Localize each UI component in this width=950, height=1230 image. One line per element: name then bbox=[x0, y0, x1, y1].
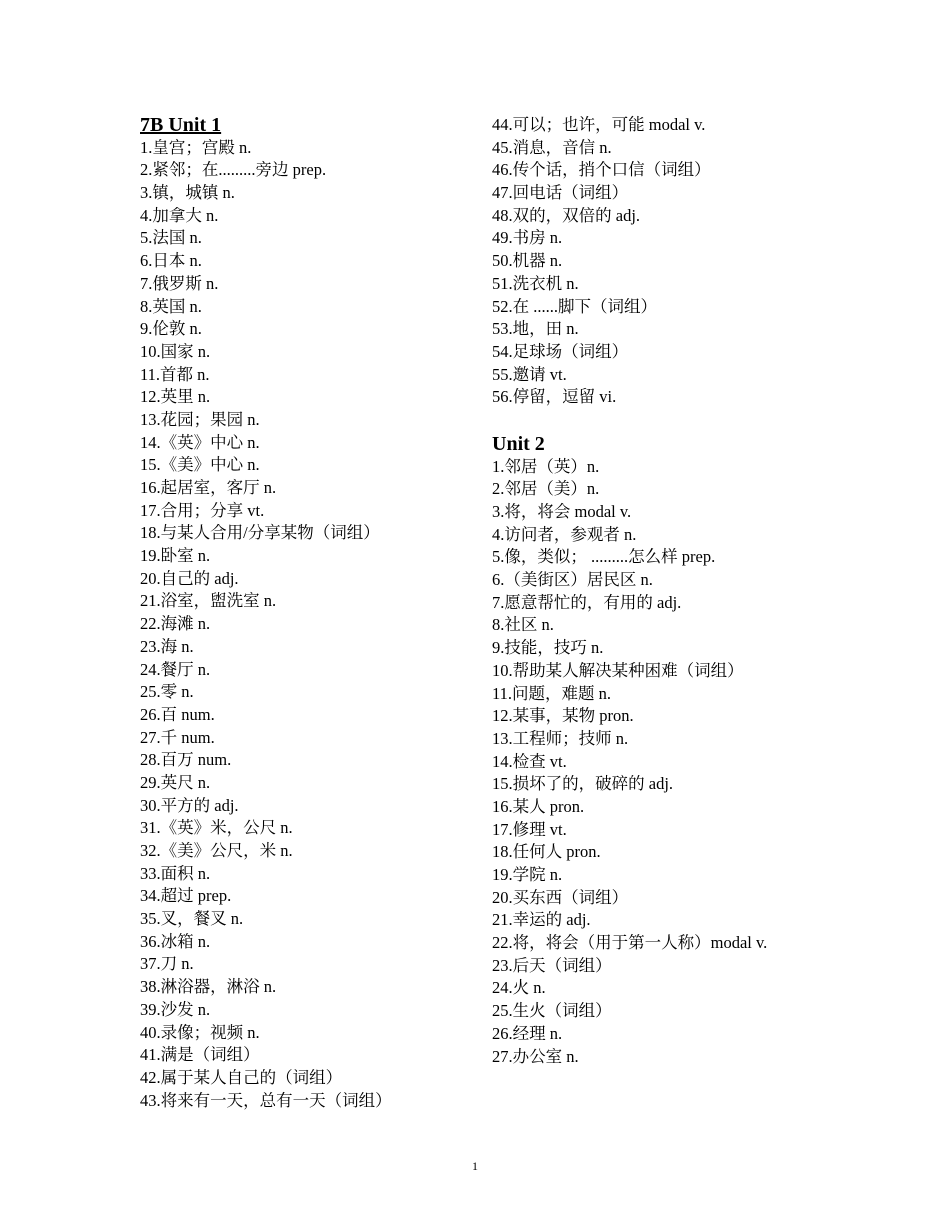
unit2-vocab-list bbox=[492, 456, 832, 1069]
vocab-entry: 50.机器 n. bbox=[492, 251, 563, 271]
vocab-entry: 8.社区 n. bbox=[492, 615, 554, 635]
vocab-entry: 13.工程师；技师 n. bbox=[492, 728, 629, 748]
vocab-entry: 25.零 n. bbox=[140, 682, 194, 702]
unit1-vocab-list-continued bbox=[492, 114, 832, 409]
vocab-entry: 11.问题，难题 n. bbox=[492, 683, 612, 703]
vocab-entry: 52.在 ......脚下（词组） bbox=[492, 296, 657, 316]
vocab-entry: 5.法国 n. bbox=[140, 228, 202, 248]
vocab-entry: 1.邻居（英）n. bbox=[492, 456, 600, 476]
vocab-entry: 35.叉，餐叉 n. bbox=[140, 909, 244, 929]
vocab-entry: 12.英里 n. bbox=[140, 387, 211, 407]
vocab-entry: 23.后天（词组） bbox=[492, 955, 612, 975]
vocab-entry: 21.浴室，盥洗室 n. bbox=[140, 591, 277, 611]
vocab-entry: 14.《英》中心 n. bbox=[140, 432, 260, 452]
unit1-heading: 7B Unit 1 bbox=[140, 114, 222, 136]
vocab-entry: 9.伦敦 n. bbox=[140, 319, 202, 339]
vocab-entry: 19.学院 n. bbox=[492, 865, 563, 884]
vocab-entry: 19.卧室 n. bbox=[140, 546, 211, 566]
vocab-entry: 49.书房 n. bbox=[492, 228, 563, 248]
vocab-entry: 1.皇宫；宫殿 n. bbox=[140, 137, 252, 157]
vocab-entry: 2.邻居（美）n. bbox=[492, 479, 600, 499]
vocab-entry: 47.回电话（词组） bbox=[492, 183, 629, 203]
vocab-entry: 3.镇，城镇 n. bbox=[140, 183, 235, 203]
vocab-entry: 20.买东西（词组） bbox=[492, 887, 629, 907]
vocab-entry: 48.双的，双倍的 adj. bbox=[492, 205, 641, 225]
vocab-entry: 40.录像；视频 n. bbox=[140, 1022, 260, 1042]
vocab-entry: 7.愿意帮忙的，有用的 adj. bbox=[492, 592, 682, 612]
unit2-heading: Unit 2 bbox=[492, 432, 545, 455]
vocab-entry: 51.洗衣机 n. bbox=[492, 273, 579, 293]
vocab-entry: 54.足球场（词组） bbox=[492, 341, 629, 361]
vocab-entry: 4.访问者，参观者 n. bbox=[492, 524, 637, 544]
vocab-entry: 16.某人 pron. bbox=[492, 796, 585, 816]
vocab-entry: 43.将来有一天，总有一天（词组） bbox=[140, 1090, 392, 1110]
vocab-entry: 46.传个话，捎个口信（词组） bbox=[492, 160, 711, 180]
unit1-vocab-list bbox=[140, 137, 480, 1113]
vocab-entry: 44.可以；也许，可能 modal v. bbox=[492, 115, 706, 134]
vocab-entry: 6.（美街区）居民区 n. bbox=[492, 570, 653, 590]
page-number: 1 bbox=[472, 1159, 478, 1173]
vocab-entry: 22.将，将会（用于第一人称）modal v. bbox=[492, 933, 768, 953]
vocab-entry: 27.千 num. bbox=[140, 727, 215, 747]
vocab-entry: 2.紧邻；在.........旁边 prep. bbox=[140, 160, 327, 180]
vocab-entry: 14.检查 vt. bbox=[492, 751, 567, 771]
vocab-entry: 10.国家 n. bbox=[140, 341, 211, 361]
vocab-entry: 18.任何人 pron. bbox=[492, 842, 601, 862]
vocab-entry: 18.与某人合用/分享某物（词组） bbox=[140, 523, 380, 543]
vocab-entry: 27.办公室 n. bbox=[492, 1046, 579, 1066]
vocab-entry: 23.海 n. bbox=[140, 636, 194, 656]
vocab-entry: 24.火 n. bbox=[492, 978, 546, 998]
vocab-entry: 55.邀请 vt. bbox=[492, 364, 567, 384]
vocab-entry: 10.帮助某人解决某种困难（词组） bbox=[492, 660, 744, 680]
vocab-entry: 9.技能，技巧 n. bbox=[492, 638, 604, 658]
vocab-entry: 16.起居室，客厅 n. bbox=[140, 478, 277, 497]
vocab-entry: 26.经理 n. bbox=[492, 1023, 563, 1043]
vocab-entry: 39.沙发 n. bbox=[140, 999, 211, 1019]
vocab-entry: 12.某事，某物 pron. bbox=[492, 706, 634, 726]
vocab-entry: 38.淋浴器，淋浴 n. bbox=[140, 977, 277, 997]
vocab-entry: 31.《英》米，公尺 n. bbox=[140, 818, 293, 838]
vocab-entry: 25.生火（词组） bbox=[492, 1001, 612, 1021]
vocab-entry: 56.停留，逗留 vi. bbox=[492, 387, 617, 407]
vocab-entry: 32.《美》公尺，米 n. bbox=[140, 841, 293, 860]
vocab-entry: 24.餐厅 n. bbox=[140, 659, 211, 679]
vocab-entry: 17.修理 vt. bbox=[492, 819, 567, 839]
vocab-entry: 34.超过 prep. bbox=[140, 886, 232, 906]
vocab-entry: 3.将，将会 modal v. bbox=[492, 502, 632, 521]
vocab-entry: 41.满是（词组） bbox=[140, 1045, 260, 1065]
vocab-entry: 17.合用；分享 vt. bbox=[140, 500, 265, 520]
vocab-entry: 42.属于某人自己的（词组） bbox=[140, 1067, 343, 1087]
vocab-entry: 36.冰箱 n. bbox=[140, 931, 211, 951]
right-column bbox=[492, 114, 832, 1068]
vocab-entry: 8.英国 n. bbox=[140, 296, 202, 316]
vocab-entry: 13.花园；果园 n. bbox=[140, 409, 260, 429]
vocab-entry: 37.刀 n. bbox=[140, 954, 194, 974]
vocab-entry: 11.首都 n. bbox=[140, 364, 210, 384]
vocab-entry: 22.海滩 n. bbox=[140, 614, 211, 634]
vocab-entry: 45.消息，音信 n. bbox=[492, 137, 612, 157]
vocab-entry: 4.加拿大 n. bbox=[140, 205, 219, 225]
vocab-entry: 28.百万 num. bbox=[140, 750, 232, 770]
vocab-entry: 20.自己的 adj. bbox=[140, 568, 239, 588]
vocab-entry: 26.百 num. bbox=[140, 704, 215, 724]
vocab-entry: 6.日本 n. bbox=[140, 251, 202, 271]
vocab-entry: 33.面积 n. bbox=[140, 863, 211, 883]
left-column bbox=[140, 114, 480, 1112]
vocab-entry: 15.损坏了的，破碎的 adj. bbox=[492, 774, 674, 794]
vocab-entry: 30.平方的 adj. bbox=[140, 795, 239, 815]
vocab-entry: 15.《美》中心 n. bbox=[140, 455, 260, 475]
vocab-entry: 5.像，类似； .........怎么样 prep. bbox=[492, 547, 716, 567]
vocab-entry: 53.地，田 n. bbox=[492, 319, 579, 339]
vocab-entry: 21.幸运的 adj. bbox=[492, 910, 591, 930]
vocab-entry: 7.俄罗斯 n. bbox=[140, 273, 219, 293]
vocab-entry: 29.英尺 n. bbox=[140, 772, 211, 792]
